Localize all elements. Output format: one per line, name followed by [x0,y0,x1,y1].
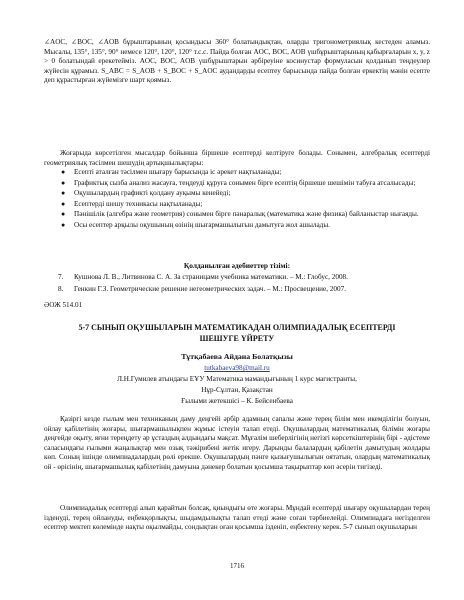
page-number: 1716 [230,562,244,570]
list-item: ● Есепті аталған тәсілмен шығару барысында іс әрекет нақтыланады; [61,168,282,176]
list-item: ● Пәнішілік (алгебра және геометрия) сонымен бірге пәнаралық (математика және физика) байланыстар нығаяды. [61,210,419,219]
list-item: ● Оқушылардың графикті қолдану ауқымы кенейеді; [61,189,231,198]
reference-item: 8. Генкин Г.З. Геометрические решение негеометрических задач. – М.: Просвещение, 2007. [58,284,346,293]
article-title-line: ШЕШУГЕ ҮЙРЕТУ [199,334,275,343]
body-paragraph: Қазіргі кезде ғылым мен техниканың даму деңгейі әрбір адамның сапалы және терең білім мен икемділігін болуын, ойлау қабілетінің жоғары, шығармашылықпен жұмыс істеуін талап етеді. Оқушылардың математикалық білімін жоғары деңгейде оқыту, яғни тереңдету әр ұстаздың алдындағы мақсат. Мұғалім шеберлігінің негізгі көрсеткіштерінің бірі - әдістеме салаcындағы ғылыми жаңалықтар мен озық тәжірибені жетік игеру. Дарынды балалардың қабілетін дамытудың жолдары көп. Соның ішінде олимпиадалардың рөлі ерекше. Оқушылардың пәнге қызығушылығын оятатын, олардың математикалық ой - өрісінің, шығармашылық қабілетінің дамуына дәнекер болатын қосымша тақырыптар көп әсерін тигізеді. [44,415,430,471]
advantages-list [44,168,430,232]
reference-item: 7. Кушнова Л. В., Литвинова С. А. За страницами учебника математики. – М.: Глобус, 2008. [58,273,348,281]
list-item: ● Есептерді шешу техникасы нақтыланады; [61,199,203,208]
bullet-icon: ● [61,199,66,208]
references-heading: Қолданылған әдебиеттер тізімі: [183,261,291,270]
bullet-icon: ● [61,178,66,187]
list-item: ● Осы есептер арқылы оқушының өзінің шығармашылығын дамытуға жол ашылады. [61,220,330,229]
author-affiliation: Л.Н.Гумилев атындағы ЕҰУ Математика мамандығының 1 курс магистранты, [117,375,357,383]
udc-code: ӘОЖ 514.01 [44,301,83,309]
list-item: ● Графиктық сызба анализ жасауға, теңдеуді құруға сонымен бірге есептің біршеше шешімін табуға атсалысады; [61,178,416,187]
author-advisor: Ғылыми жетекшісі – К. Бейсенбаева [181,397,293,405]
author-city: Нұр-Сұлтан, Қазақстан [201,386,273,394]
top-paragraph: ∠AOC, ∠BOC, ∠AOB бұрыштарының қосындысы 360° болатындықтан, оларды тригонометриялық кестеден аламыз. Мысалы, 135°, 135°, 90° немесе 120°, 120°, 120° т.с.с. Пайда болған AOC, BOC, AOB үшбұрыштарының қабырғаларын x, y, z > 0 болатындай ерекетейміз. AOC, BOC, AOB үшбұрыштарын әрбіреуіне косинустар формуласын қолданып теңдеулер жүйесін құрамыз. S_ABC = S_AOB + S_BOC + S_AOC аудандарды есептеу барысында пайда болған еркектің мәнін есепте деп құрастырған жүйемізге шарт қоямыз. [44,38,430,85]
bullet-icon: ● [61,210,66,219]
references-list [44,272,430,295]
bullet-icon: ● [61,189,66,198]
author-email-link[interactable]: tutkabaeva98@mail.ru [204,364,270,372]
author-name: Тұтқабаева Айдана Болатқызы [181,352,293,361]
bullet-icon: ● [61,168,66,176]
bullet-icon: ● [61,220,66,229]
intro-paragraph: Жоғарыда көрсетілген мысалдар бойынша біршеше есептерді келтіруге болады. Сонымен, алгебралық есептерді геометриялық тәсілмен шешудің артықшылықтары: [44,149,430,167]
article-title-line: 5-7 СЫНЫП ОҚУШЫЛАРЫН МАТЕМАТИКАДАН ОЛИМПИАДАЛЫҚ ЕСЕПТЕРДІ [78,323,396,332]
article-title [44,322,430,344]
body-paragraph: Олимпиадалық есептерді алып қарайтын болсақ, қиындығы өте жоғары. Мұндай есептерді шығару оқушылардан терең ізденуді, терең ойлануды, еңбекқорлықты, шыдамдылықты талап етеді және соған тәрбиелейді. Олимпиадаға негізделген есептер мектеп көлемінде нақты оқылмайды, сондықтан оған қосымша ізденіп, еңбектену керек. 5-7 сынып оқушыларын [44,504,430,532]
